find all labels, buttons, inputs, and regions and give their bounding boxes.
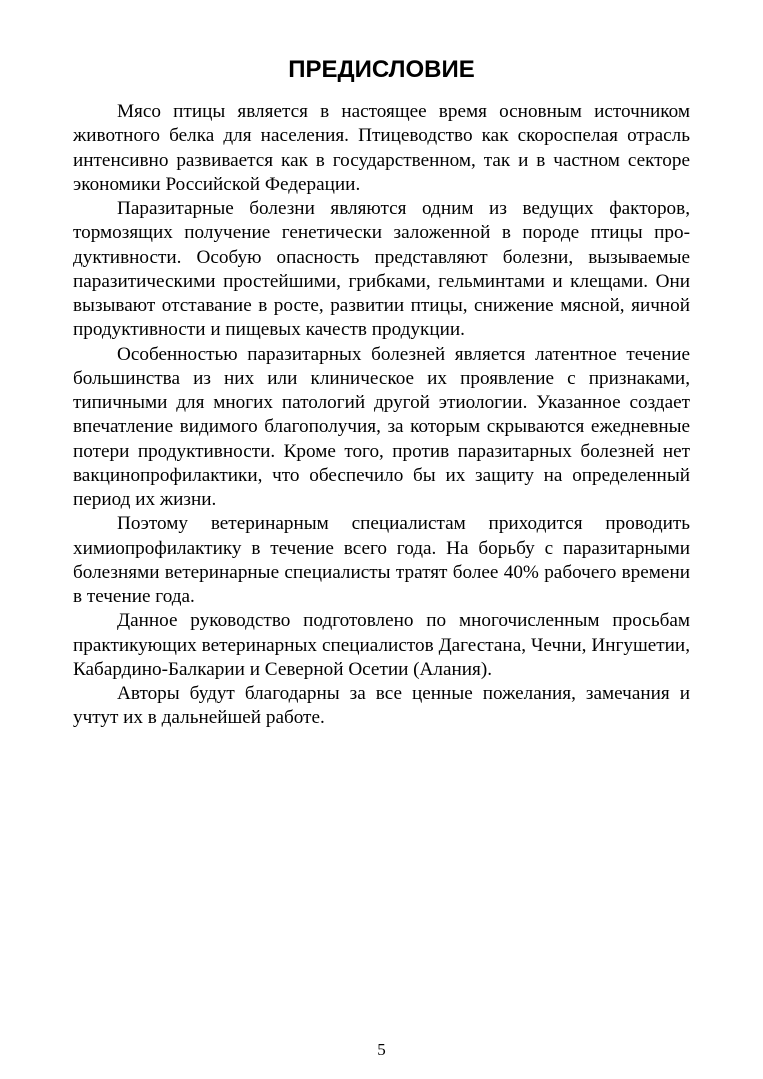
paragraph: Поэтому ветеринарным специалистам приходится проводить химиопрофилактику в течение всего года. На борьбу с паразитарными болезнями ветеринарные специалисты тратят более 40% рабочего времени в течение года. (73, 513, 690, 607)
body-text (73, 100, 690, 731)
paragraph: Мясо птицы является в настоящее время основным источником животного белка для населения. Птицеводство как скороспелая отрасль интенсивно развивается как в государственном, так и в частном секторе экономики Российской Федерации. (73, 101, 690, 195)
paragraph: Особенностью паразитарных болезней является латентное течение большинства из них или клиническое их проявление с признаками, типичными для многих патологий другой этиологии. Указанное создает впечатление видимого благополучия, за которым скрываются ежедневные потери продуктивности. Кроме того, против паразитарных болезней нет вакцинопрофилактики, что обеспечило бы их защиту на определенный период их жизни. (73, 343, 690, 510)
page-number: 5 (377, 1040, 386, 1059)
paragraph: Данное руководство подготовлено по многочисленным просьбам практикующих ветеринарных специалистов Дагестана, Чечни, Ингушетии, Кабардино-Балкарии и Северной Осетии (Алания). (73, 610, 690, 680)
paragraph: Паразитарные болезни являются одним из ведущих факторов, тормозящих получение генетически заложенной в породе птицы продуктивности. Особую опасность представляют болезни, вызываемые паразитическими простейшими, грибками, гельминтами и клещами. Они вызывают отставание в росте, развитии птицы, снижение мясной, яичной продуктивности и пищевых качеств продукции. (73, 198, 690, 341)
paragraph: Авторы будут благодарны за все ценные пожелания, замечания и учтут их в дальнейшей работе. (73, 683, 690, 729)
page-title: ПРЕДИСЛОВИЕ (288, 56, 475, 83)
